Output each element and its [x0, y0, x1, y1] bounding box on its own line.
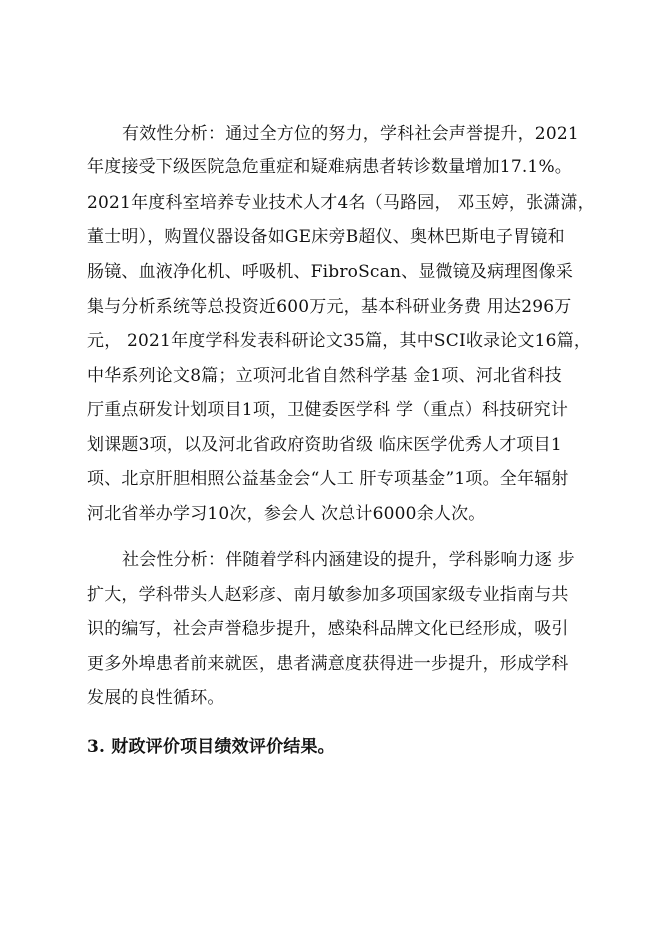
- text-line: 元， 2021年度学科发表科研论文35篇，其中SCI收录论文16篇，: [87, 331, 592, 351]
- text-line: 2021年度科室培养专业技术人才4名（马路园， 邓玉婷，张潇潇，: [87, 193, 595, 213]
- text-line: 发展的良性循环。: [87, 688, 225, 708]
- text-line: 项、北京肝胆相照公益基金会“人工 肝专项基金”1项。全年辐射: [87, 469, 569, 489]
- text-line: 集与分析系统等总投资近600万元，基本科研业务费 用达296万: [87, 297, 572, 317]
- text-line: 董士明），购置仪器设备如GE床旁B超仪、奥林巴斯电子胃镜和: [87, 227, 565, 247]
- text-line: 扩大，学科带头人赵彩彦、南月敏参加多项国家级专业指南与共: [87, 585, 569, 605]
- section-heading: 3. 财政评价项目绩效评价结果。: [87, 737, 335, 757]
- text-line: 年度接受下级医院急危重症和疑难病患者转诊数量增加17.1%。: [87, 157, 573, 177]
- text-line: 河北省举办学习10次，参会人 次总计6000余人次。: [87, 504, 486, 524]
- text-line: 中华系列论文8篇；立项河北省自然科学基 金1项、河北省科技: [87, 366, 562, 386]
- text-line: 厅重点研发计划项目1项，卫健委医学科 学（重点）科技研究计: [87, 400, 569, 420]
- text-line: 更多外埠患者前来就医，患者满意度获得进一步提升，形成学科: [87, 654, 569, 674]
- text-line: 社会性分析：伴随着学科内涵建设的提升，学科影响力逐 步: [122, 550, 575, 570]
- text-line: 有效性分析：通过全方位的努力，学科社会声誉提升，2021: [122, 124, 579, 144]
- text-line: 划课题3项，以及河北省政府资助省级 临床医学优秀人才项目1: [87, 435, 562, 455]
- text-line: 识的编写，社会声誉稳步提升，感染科品牌文化已经形成，吸引: [87, 619, 569, 639]
- text-line: 肠镜、血液净化机、呼吸机、FibroScan、显微镜及病理图像采: [87, 262, 574, 282]
